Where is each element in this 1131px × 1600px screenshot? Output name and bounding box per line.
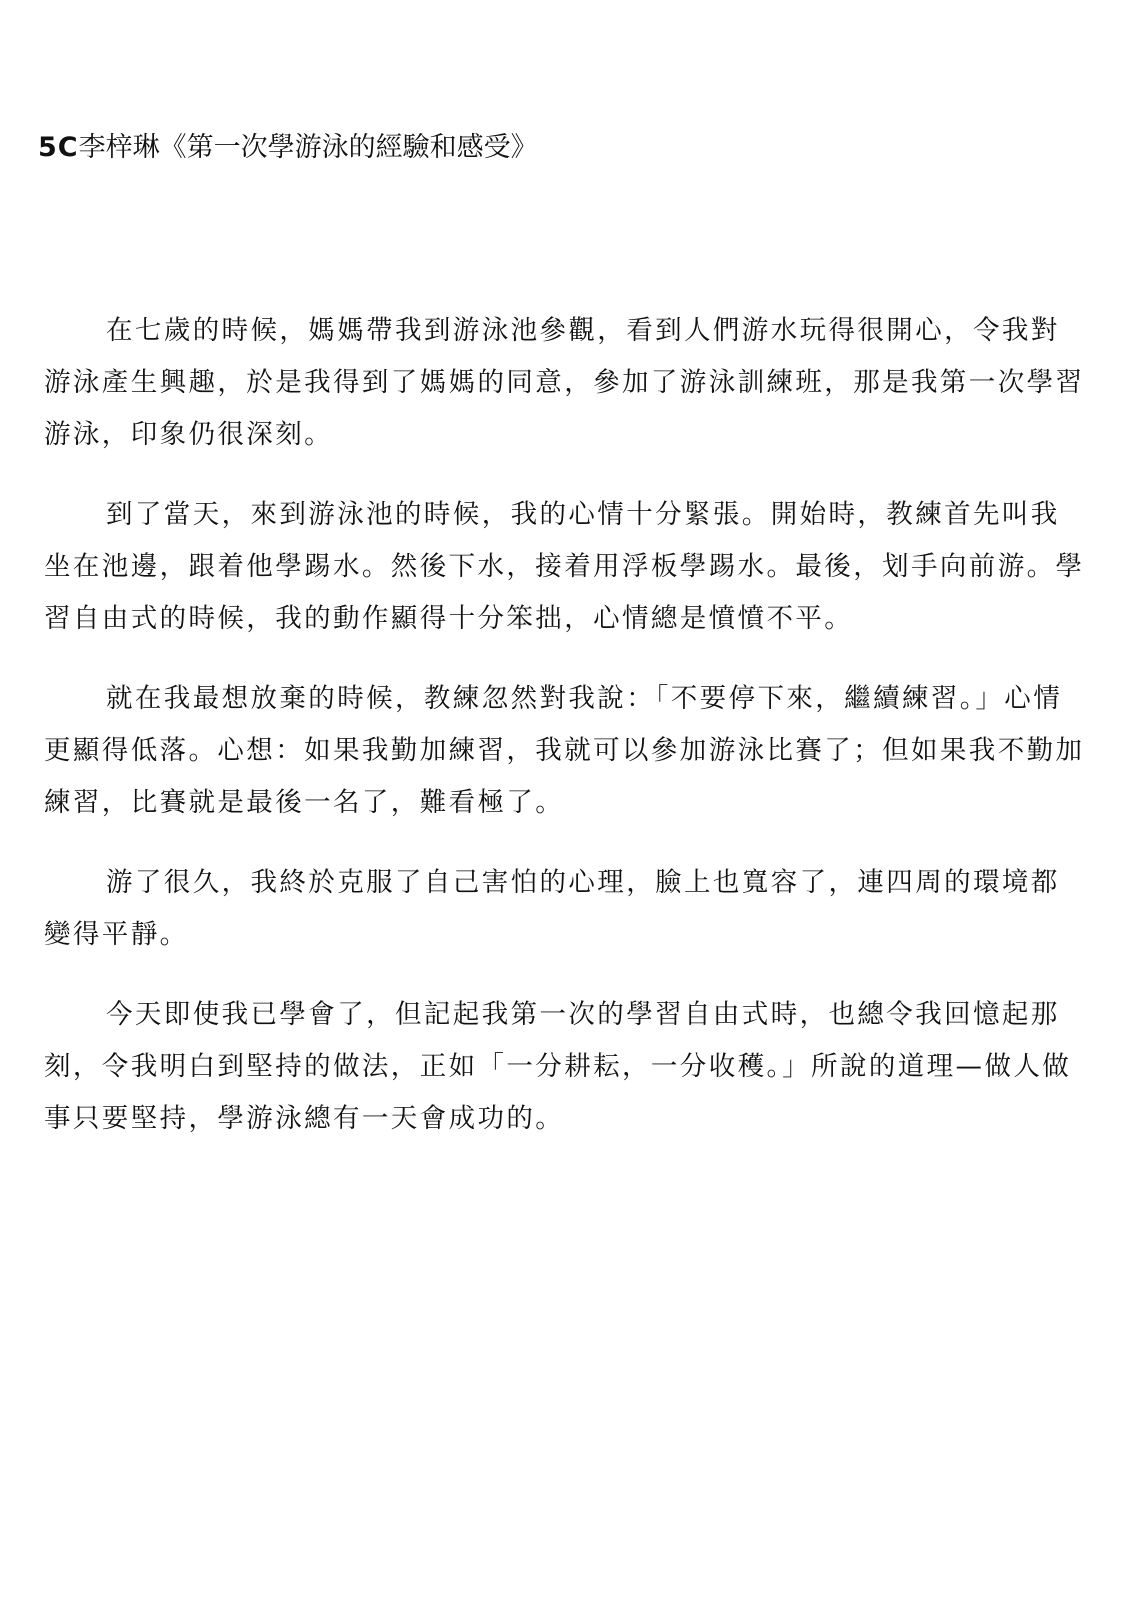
paragraph-5: 今天即使我已學會了，但記起我第一次的學習自由式時，也總令我回憶起那刻，令我明白到堅持的做法，正如「一分耕耘，一分收穫。」所說的道理—做人做事只要堅持，學游泳總有一天會成功的。 xyxy=(44,999,1072,1134)
document-title xyxy=(38,128,538,168)
paragraph-3: 就在我最想放棄的時候，教練忽然對我說：「不要停下來，繼續練習。」心情更顯得低落。心想：如果我勤加練習，我就可以參加游泳比賽了；但如果我不勤加練習，比賽就是最後一名了，難看極了。 xyxy=(44,683,1085,818)
paragraph-1: 在七歲的時候，媽媽帶我到游泳池參觀，看到人們游水玩得很開心，令我對游泳產生興趣，於是我得到了媽媽的同意，參加了游泳訓練班，那是我第一次學習游泳，印象仍很深刻。 xyxy=(44,315,1085,450)
paragraph-2: 到了當天，來到游泳池的時候，我的心情十分緊張。開始時，教練首先叫我坐在池邊，跟着他學踢水。然後下水，接着用浮板學踢水。最後，划手向前游。學習自由式的時候，我的動作顯得十分笨拙，心情總是憤憤不平。 xyxy=(44,499,1085,634)
title-text: 李梓琳《第一次學游泳的經驗和感受》 xyxy=(78,132,538,163)
class-code: 5C xyxy=(38,132,79,163)
essay-body xyxy=(44,305,1088,1173)
paragraph-4: 游了很久，我終於克服了自己害怕的心理，臉上也寬容了，連四周的環境都變得平靜。 xyxy=(44,867,1060,950)
